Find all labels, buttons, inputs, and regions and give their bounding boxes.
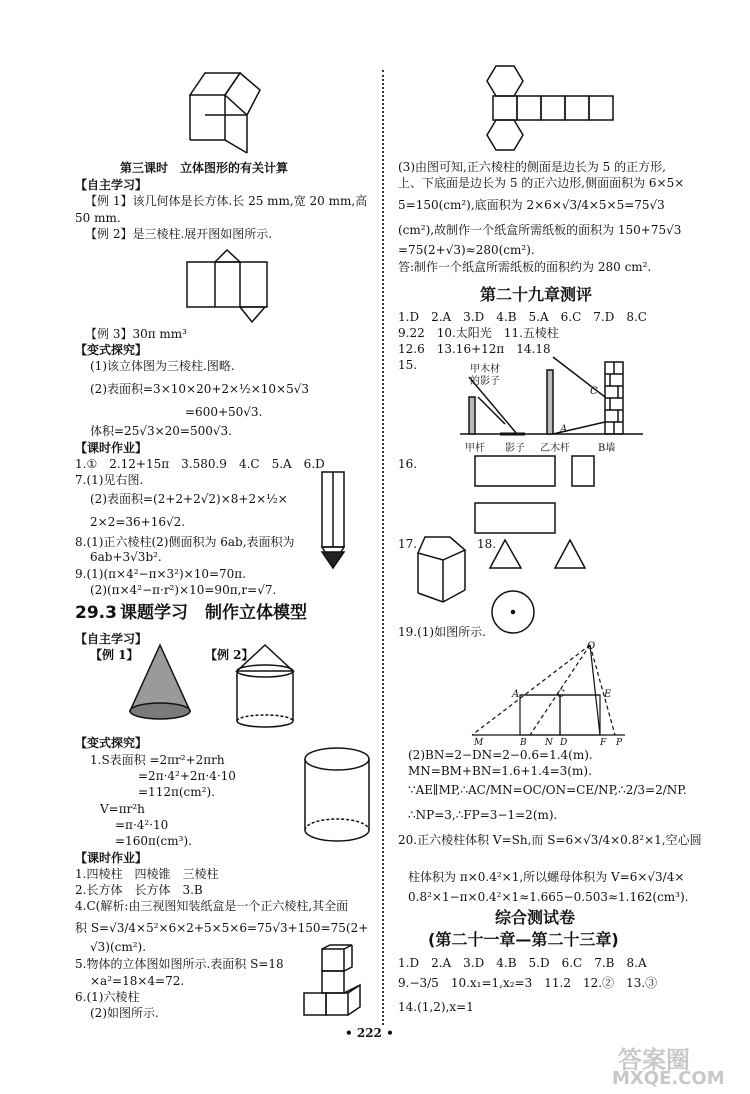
watermark-logo: 答案圈 xyxy=(618,1046,690,1074)
answer-line: 19.(1)如图所示. xyxy=(398,625,486,639)
section-label: 【变式探究】 xyxy=(75,736,148,750)
point-label: M xyxy=(474,738,484,748)
figure-square-prism xyxy=(318,470,350,570)
figure-hexagon-net xyxy=(480,66,630,161)
point-label: C xyxy=(590,386,598,397)
point-label: P xyxy=(616,738,623,748)
figure-pentagonal-prism xyxy=(185,65,275,155)
point-label: A xyxy=(512,689,520,700)
text-line: (2)BN=2−DN=2−0.6=1.4(m). xyxy=(408,748,593,762)
point-label: F xyxy=(600,738,607,748)
text-line: =2π·4²+2π·4·10 xyxy=(138,769,236,783)
text-line: (cm²),故制作一个纸盒所需纸板的面积为 150+75√3 xyxy=(398,223,682,237)
figure-triangles-circle xyxy=(485,538,595,638)
diagram-label: 影子 xyxy=(505,443,525,454)
figure-cylinder-with-cone xyxy=(230,643,300,733)
answer-line: 16. xyxy=(398,457,418,471)
text-line: 6ab+3√3b². xyxy=(90,550,162,564)
text-line: (3)由图可知,正六棱柱的侧面是边长为 5 的正方形, xyxy=(398,160,666,174)
point-label: A xyxy=(560,424,568,435)
answer-line: 1.D 2.A 3.D 4.B 5.A 6.C 7.D 8.C xyxy=(398,310,647,324)
column-divider xyxy=(382,70,384,1025)
example-label: 【例 1】 xyxy=(90,648,139,662)
point-label: O xyxy=(587,641,596,652)
figure-prism-net xyxy=(185,250,275,325)
point-label: E xyxy=(604,689,612,700)
text-line: 柱体积为 π×0.4²×1,所以螺母体积为 V=6×√3/4× xyxy=(408,870,685,884)
text-line: 答:制作一个纸盒所需纸板的面积约为 280 cm². xyxy=(398,260,652,274)
text-line: ×a²=18×4=72. xyxy=(90,974,185,988)
answer-line: 14.(1,2),x=1 xyxy=(398,1000,474,1014)
section-label: 【自主学习】 xyxy=(75,632,148,646)
text-line: 【例 2】是三棱柱.展开图如图所示. xyxy=(85,227,273,241)
exam-title: 综合测试卷 xyxy=(495,908,576,927)
text-line: (2)表面积=(2+2+2√2)×8+2×½× xyxy=(90,492,288,506)
text-line: 0.8²×1−π×0.4²×1≈1.665−0.503≈1.162(cm³). xyxy=(408,890,689,904)
answer-line: 9.−3/5 10.x₁=1,x₂=3 11.2 12.② 13.③ xyxy=(398,976,658,990)
diagram-label: B墙 xyxy=(598,443,616,454)
text-line: √3)(cm²). xyxy=(90,940,147,954)
text-line: 6.(1)六棱柱 xyxy=(75,990,140,1004)
text-line: 5.物体的立体图如图所示.表面积 S=18 xyxy=(75,957,284,971)
text-line: 1.S表面积 =2πr²+2πrh xyxy=(90,753,225,767)
section-label: 【课时作业】 xyxy=(75,851,148,865)
text-line: 7.(1)见右图. xyxy=(75,473,144,487)
text-line: 4.C(解析:由三视图知装纸盒是一个正六棱柱,其全面 xyxy=(75,899,349,913)
text-line: =112π(cm²). xyxy=(138,785,215,799)
text-line: 上、下底面是边长为 5 的正六边形,侧面面积为 6×5× xyxy=(398,176,685,190)
section-label: 【自主学习】 xyxy=(75,178,148,192)
text-line: (2)表面积=3×10×20+2×½×10×5√3 xyxy=(90,382,310,396)
text-line: 2×2=36+16√2. xyxy=(90,515,186,529)
point-label: N xyxy=(545,738,553,748)
diagram-label: 的影子 xyxy=(470,376,500,387)
answer-line: 18. xyxy=(477,537,497,551)
example-label: 【例 2】 xyxy=(205,648,254,662)
section-number: 29.3 xyxy=(75,603,117,623)
section-label: 【课时作业】 xyxy=(75,441,148,455)
diagram-label: 甲杆 xyxy=(465,443,485,454)
text-line: 【例 1】该几何体是长方体.长 25 mm,宽 20 mm,高 xyxy=(85,194,368,208)
figure-pentagon-prism xyxy=(410,535,470,605)
text-line: 【例 3】30π mm³ xyxy=(85,327,187,341)
section-label: 【变式探究】 xyxy=(75,343,148,357)
answer-line: 9.22 10.太阳光 11.五棱柱 xyxy=(398,326,559,340)
point-label: B xyxy=(520,738,527,748)
text-line: =π·4²·10 xyxy=(115,818,169,832)
text-line: (2)如图所示. xyxy=(90,1006,159,1020)
text-line: (2)(π×4²−π·r²)×10=90π,r=√7. xyxy=(90,583,277,597)
point-label: C xyxy=(557,689,565,700)
page-number: • 222 • xyxy=(345,1026,394,1040)
text-line: 1.四棱柱 四棱锥 三棱柱 xyxy=(75,867,219,881)
text-line: V=πr²h xyxy=(100,802,145,816)
text-line: =75(2+√3)≈280(cm²). xyxy=(398,243,535,257)
text-line: 积 S=√3/4×5²×6×2+5×5×6=75√3+150=75(2+ xyxy=(75,921,369,935)
figure-cube-stack xyxy=(302,945,374,1017)
text-line: ∵AE∥MP,∴AC/MN=OC/ON=CE/NP,∴2/3=2/NP. xyxy=(408,783,687,797)
text-line: =600+50√3. xyxy=(185,405,263,419)
exam-subtitle: (第二十一章—第二十三章) xyxy=(428,930,619,949)
text-line: =160π(cm³). xyxy=(115,834,192,848)
text-line: 体积=25√3×20=500√3. xyxy=(90,424,232,438)
watermark-url: MXQE.COM xyxy=(612,1068,725,1089)
text-line: 1.① 2.12+15π 3.580.9 4.C 5.A 6.D xyxy=(75,457,325,471)
figure-cylinder xyxy=(300,745,375,845)
answer-line: 12.6 13.16+12π 14.18 xyxy=(398,342,551,356)
text-line: 50 mm. xyxy=(75,211,121,225)
figure-three-views xyxy=(470,453,560,543)
figure-cone xyxy=(125,643,195,723)
text-line: MN=BM+BN=1.6+1.4=3(m). xyxy=(408,764,592,778)
section-title: 课题学习 制作立体模型 xyxy=(120,603,307,623)
answer-line: 17. xyxy=(398,537,418,551)
figure-side-view xyxy=(568,453,598,543)
lesson-title: 第三课时 立体图形的有关计算 xyxy=(120,161,289,175)
text-line: ∴NP=3,∴FP=3−1=2(m). xyxy=(408,808,558,822)
chapter-title: 第二十九章测评 xyxy=(480,285,593,304)
answer-line: 1.D 2.A 3.D 4.B 5.D 6.C 7.B 8.A xyxy=(398,956,647,970)
diagram-label: 乙木杆 xyxy=(540,443,570,454)
answer-line: 15. xyxy=(398,358,418,372)
point-label: D xyxy=(560,738,568,748)
text-line: 9.(1)(π×4²−π×3²)×10=70π. xyxy=(75,567,246,581)
text-line: 20.正六棱柱体积 V=Sh,而 S=6×√3/4×0.8²×1,空心圆 xyxy=(398,833,702,847)
text-line: 2.长方体 长方体 3.B xyxy=(75,883,203,897)
text-line: 5=150(cm²),底面积为 2×6×√3/4×5×5=75√3 xyxy=(398,198,665,212)
text-line: (1)该立体图为三棱柱.图略. xyxy=(90,359,235,373)
text-line: 8.(1)正六棱柱(2)侧面积为 6ab,表面积为 xyxy=(75,535,295,549)
diagram-label: 甲木材 xyxy=(470,364,500,375)
